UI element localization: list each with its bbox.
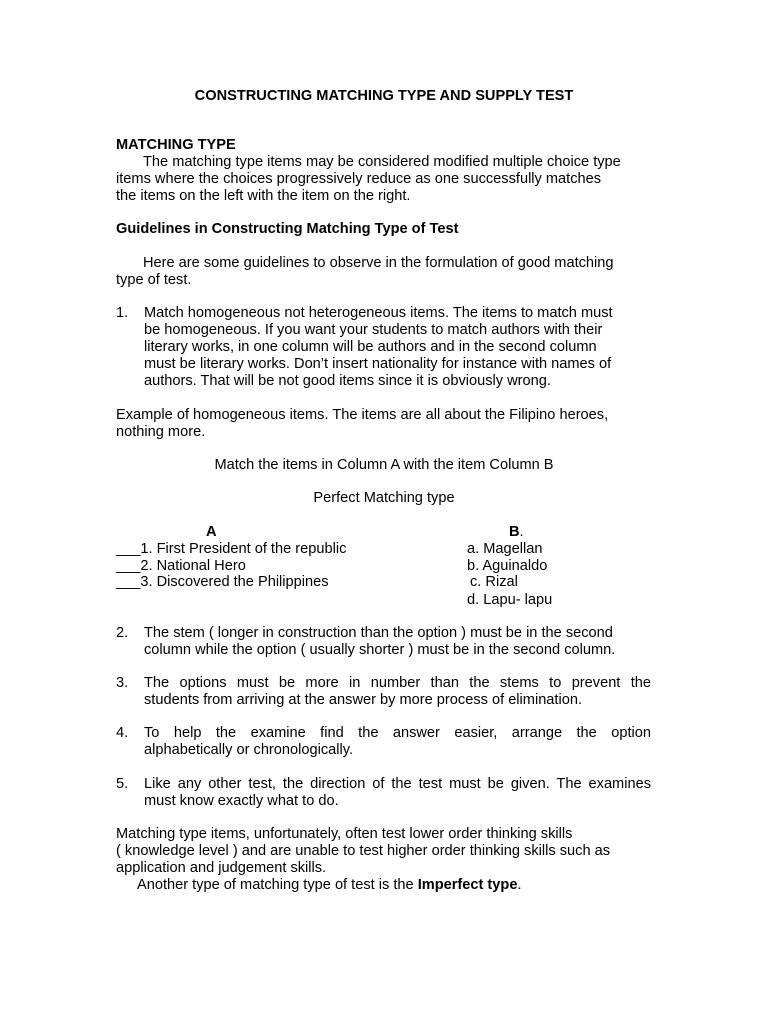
item-2-number: 2.	[116, 625, 129, 641]
example-line-2: nothing more.	[116, 424, 206, 440]
closing-line-3: application and judgement skills.	[116, 860, 327, 876]
imperfect-sentence-suffix: .	[517, 877, 522, 893]
column-b-header: B	[509, 524, 520, 540]
item-5-line-1: Like any other test, the direction of the test must be given. The examines	[144, 776, 651, 792]
column-a-item-1: ___1. First President of the republic	[116, 541, 347, 557]
item-5-line-2: must know exactly what to do.	[144, 793, 339, 809]
page-title: CONSTRUCTING MATCHING TYPE AND SUPPLY TEST	[194, 88, 574, 104]
item-2-line-2: column while the option ( usually shorter ) must be in the second column.	[144, 642, 616, 658]
item-3-line-1: The options must be more in number than the stems to prevent the	[144, 675, 651, 691]
item-1-line-3: literary works, in one column will be authors and in the second column	[144, 339, 597, 355]
item-4-number: 4.	[116, 725, 129, 741]
column-b-item-b: b. Aguinaldo	[467, 558, 548, 574]
item-4-line-2: alphabetically or chronologically.	[144, 742, 354, 758]
column-b-item-a: a. Magellan	[467, 541, 543, 557]
item-1-number: 1.	[116, 305, 129, 321]
column-b-header-wrap	[509, 524, 524, 541]
column-a-item-2: ___2. National Hero	[116, 558, 246, 574]
perfect-matching-label: Perfect Matching type	[313, 490, 455, 506]
imperfect-sentence	[137, 877, 522, 894]
item-5-number: 5.	[116, 776, 129, 792]
item-3-line-2: students from arriving at the answer by more process of elimination.	[144, 692, 583, 708]
intro-line-1: The matching type items may be considered modified multiple choice type	[143, 154, 621, 170]
column-b-header-dot: .	[519, 524, 524, 540]
item-3-number: 3.	[116, 675, 129, 691]
item-2-line-1: The stem ( longer in construction than the option ) must be in the second	[144, 625, 613, 641]
item-4-line-1: To help the examine find the answer easier, arrange the option	[144, 725, 651, 741]
closing-line-2: ( knowledge level ) and are unable to test higher order thinking skills such as	[116, 843, 611, 859]
item-1-line-1: Match homogeneous not heterogeneous items. The items to match must	[144, 305, 613, 321]
column-b-item-d: d. Lapu- lapu	[467, 592, 553, 608]
match-instruction: Match the items in Column A with the item Column B	[214, 457, 554, 473]
guidelines-intro-line-1: Here are some guidelines to observe in the formulation of good matching	[143, 255, 614, 271]
guidelines-heading: Guidelines in Constructing Matching Type of Test	[116, 221, 459, 237]
item-1-line-2: be homogeneous. If you want your students to match authors with their	[144, 322, 603, 338]
guidelines-intro-line-2: type of test.	[116, 272, 192, 288]
closing-line-1: Matching type items, unfortunately, often test lower order thinking skills	[116, 826, 573, 842]
column-a-header: A	[206, 524, 217, 540]
matching-type-heading: MATCHING TYPE	[116, 137, 236, 153]
column-b-item-c: c. Rizal	[470, 574, 518, 590]
example-line-1: Example of homogeneous items. The items are all about the Filipino heroes,	[116, 407, 609, 423]
imperfect-sentence-prefix: Another type of matching type of test is the	[137, 877, 418, 893]
intro-line-2: items where the choices progressively reduce as one successfully matches	[116, 171, 602, 187]
imperfect-type-term: Imperfect type	[417, 877, 518, 893]
item-1-line-4: must be literary works. Don’t insert nationality for instance with names of	[144, 356, 612, 372]
intro-line-3: the items on the left with the item on the right.	[116, 188, 411, 204]
item-1-line-5: authors. That will be not good items since it is obviously wrong.	[144, 373, 551, 389]
column-a-item-3: ___3. Discovered the Philippines	[116, 574, 329, 590]
